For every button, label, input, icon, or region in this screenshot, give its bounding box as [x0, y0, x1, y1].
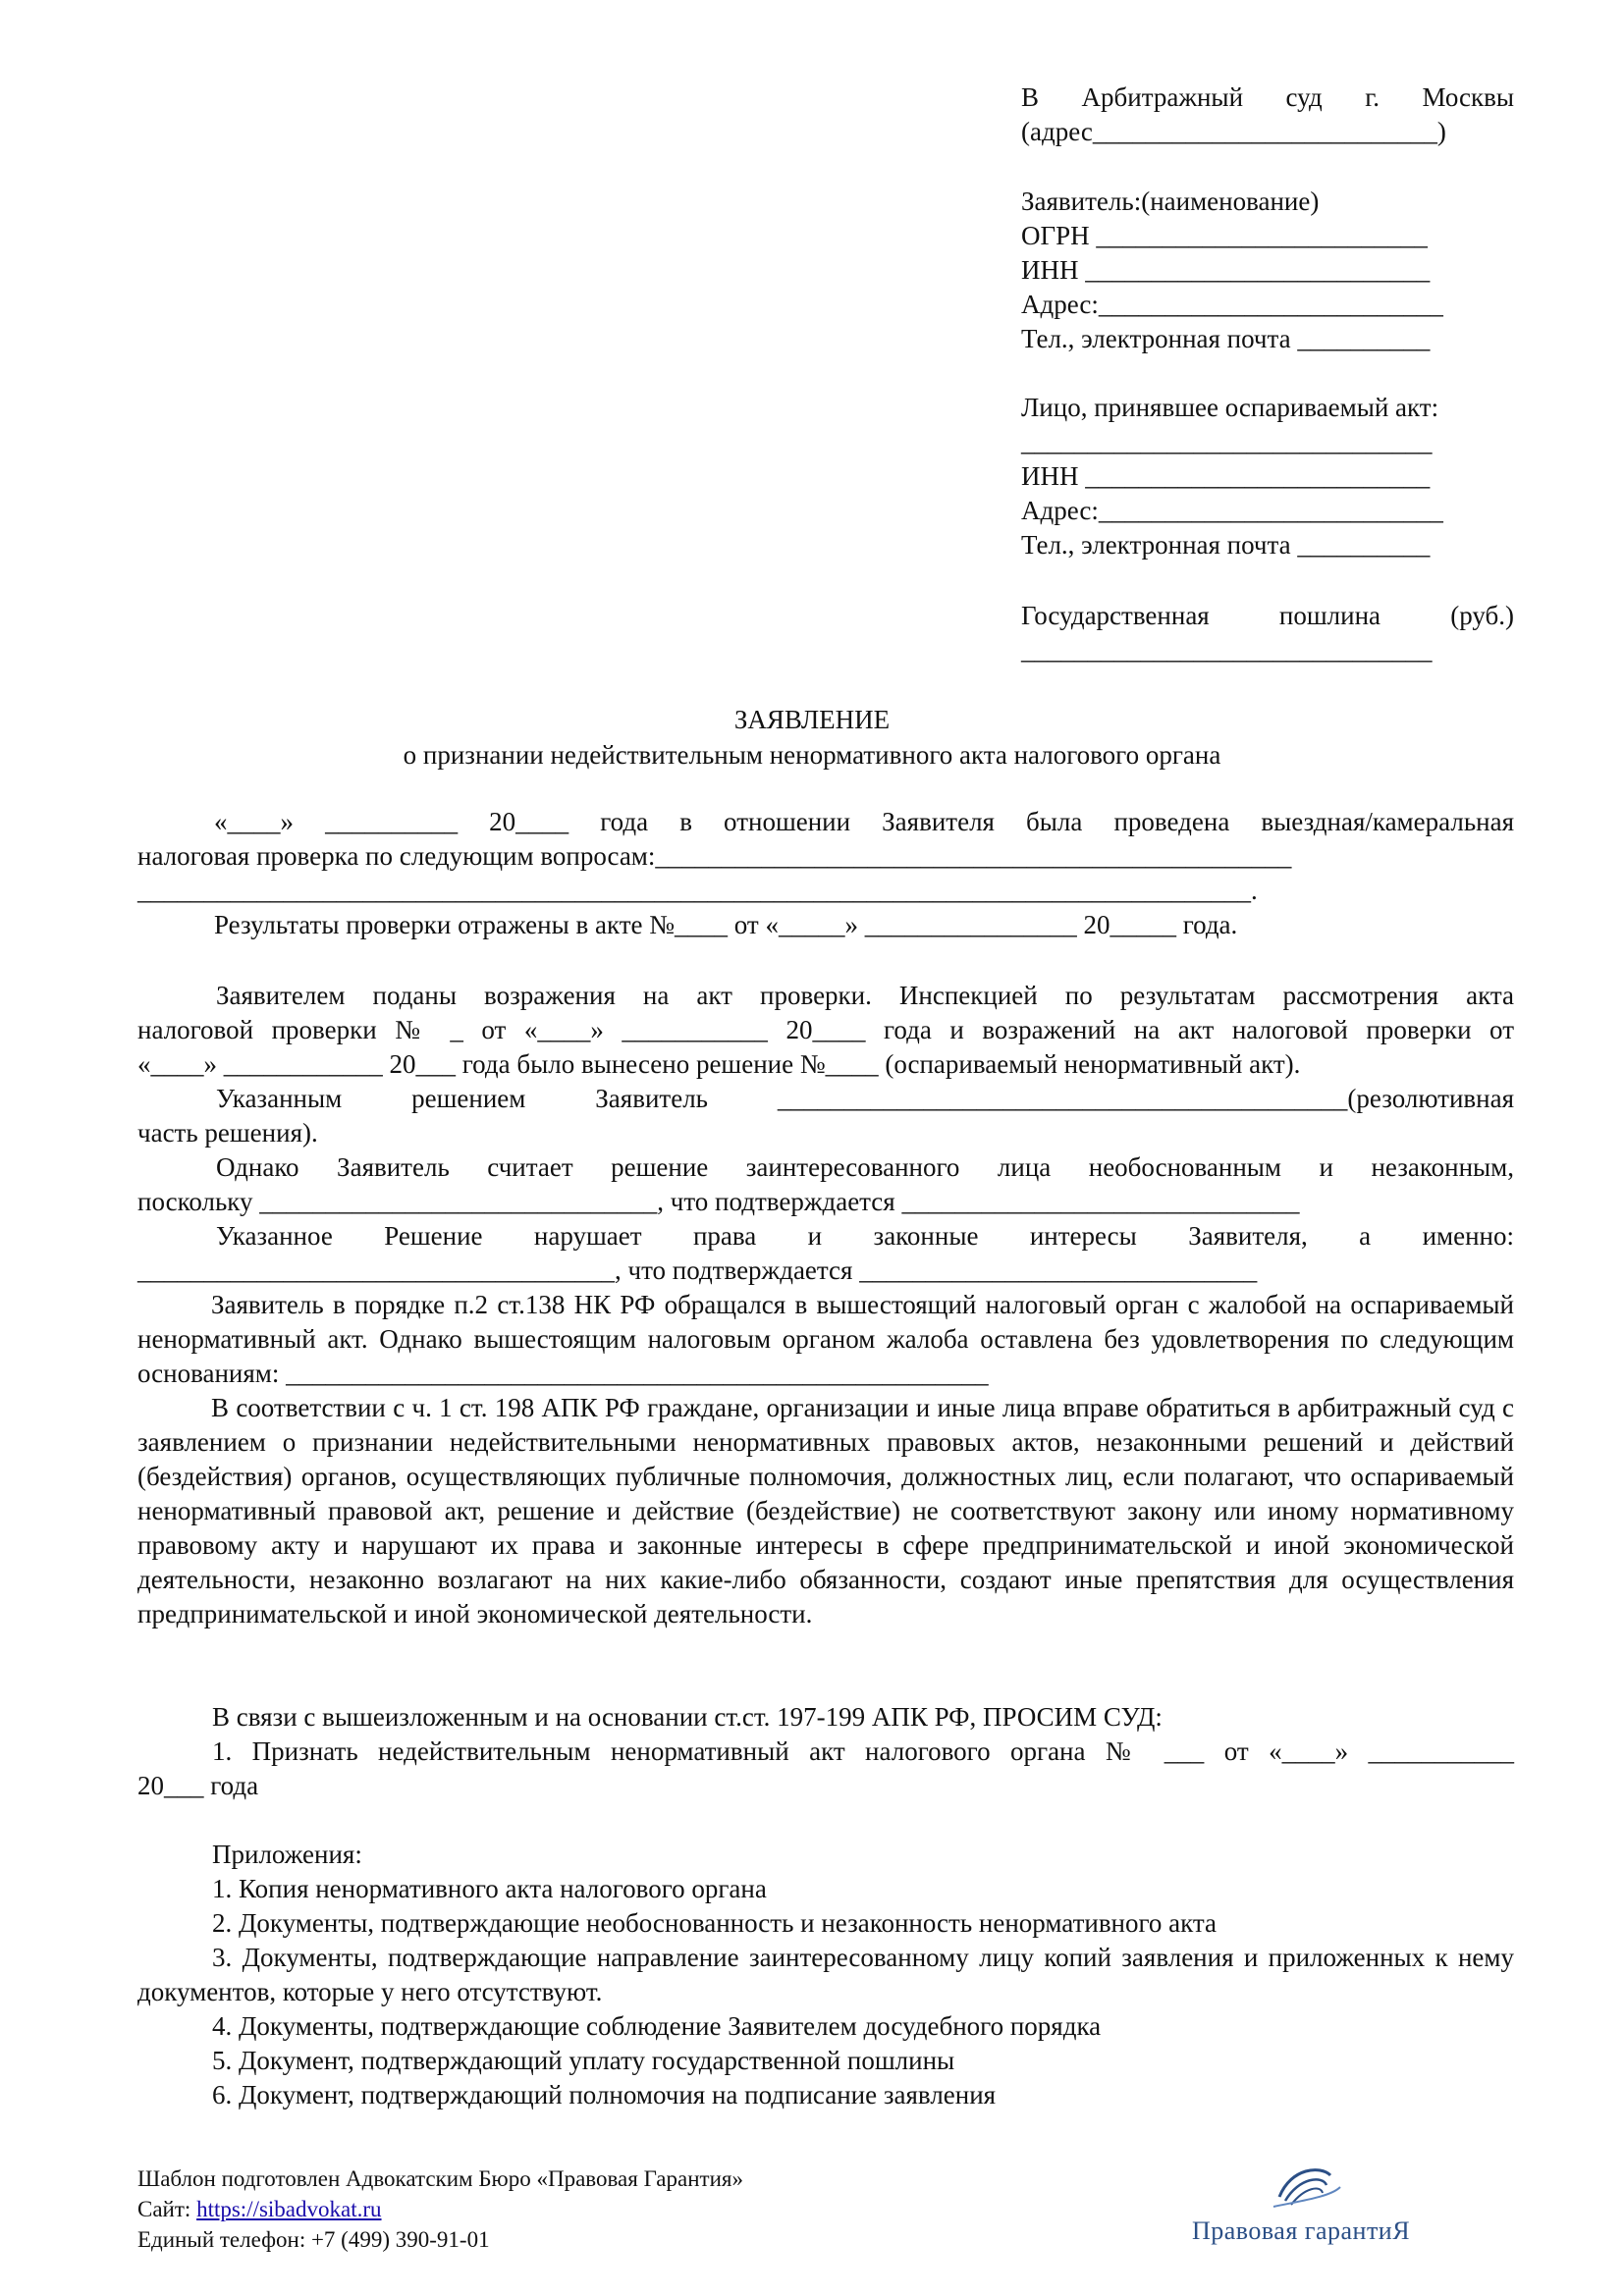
applicant-ogrn: ОГРН _________________________ — [1021, 221, 1428, 250]
court-name: В Арбитражный суд г. Москвы — [1021, 82, 1514, 112]
text-line: «____» ____________ 20___ года было вынесено решение №____ (оспариваемый ненормативный акт). — [137, 1049, 1301, 1079]
attachment-item: 2. Документы, подтверждающие необоснованность и незаконность ненормативного акта — [212, 1908, 1218, 1938]
text-line: Указанным решением Заявитель ___________________________________________(резолютивная — [216, 1084, 1514, 1113]
document-title: ЗАЯВЛЕНИЕ — [733, 705, 891, 734]
request-item-year: 20___ года — [137, 1771, 259, 1800]
company-logo — [1183, 2158, 1419, 2251]
site-label: Сайт: — [137, 2197, 197, 2221]
site-link[interactable]: https://sibadvokat.ru — [196, 2197, 382, 2221]
text-line: налоговая проверка по следующим вопросам:________________________________________________ — [137, 841, 1292, 871]
respondent-label: Лицо, принявшее оспариваемый акт: — [1021, 393, 1439, 422]
court-address: (адрес__________________________) — [1021, 117, 1446, 146]
footer — [137, 2163, 743, 2255]
request-item: 1. Признать недействительным ненормативный акт налогового органа № ___ от «____» ___________ — [212, 1736, 1514, 1766]
attachment-item: 5. Документ, подтверждающий уплату государственной пошлины — [212, 2046, 955, 2075]
text-line: ____________________________________________________________________________________. — [137, 876, 1258, 905]
objections-paragraph — [137, 979, 1514, 1631]
court-addressee — [1021, 80, 1514, 149]
applicant-address: Адрес:__________________________ — [1021, 290, 1443, 319]
request-intro: В связи с вышеизложенным и на основании ст.ст. 197-199 АПК РФ, ПРОСИМ СУД: — [212, 1702, 1163, 1732]
attachments-block — [137, 1838, 1514, 2112]
respondent-name-blank: _______________________________ — [1021, 427, 1433, 456]
document-subtitle: о признании недействительным ненормативного акта налогового органа — [403, 740, 1221, 770]
state-fee-blank: _______________________________ — [1021, 635, 1433, 665]
site-line — [137, 2194, 743, 2224]
respondent-phone: Тел., электронная почта __________ — [1021, 530, 1431, 560]
applicant-block — [1021, 185, 1514, 356]
applicant-label: Заявитель:(наименование) — [1021, 187, 1320, 216]
template-note: Шаблон подготовлен Адвокатским Бюро «Правовая Гарантия» — [137, 2166, 743, 2191]
text-line: ____________________________________, что подтверждается ______________________________ — [137, 1255, 1258, 1285]
applicant-inn: ИНН __________________________ — [1021, 255, 1431, 285]
text-line: «____» __________ 20____ года в отношении Заявителя была проведена выездная/камеральная — [214, 807, 1514, 836]
text-line: налоговой проверки № _ от «____» ___________ 20____ года и возражений на акт налоговой проверки от — [137, 1015, 1514, 1044]
attachment-item: 1. Копия ненормативного акта налогового органа — [212, 1874, 767, 1903]
logo-emblem-icon — [1183, 2158, 1419, 2216]
attachment-item: 6. Документ, подтверждающий полномочия на подписание заявления — [212, 2080, 997, 2109]
logo-text: Правовая гарантиЯ — [1191, 2216, 1411, 2245]
appeal-paragraph: Заявитель в порядке п.2 ст.138 НК РФ обращался в вышестоящий налоговый орган с жалобой на оспариваемый ненормативный акт. Однако вышестоящим налоговым органом жалоба оставлена без удовлетворения по следующим основаниям: _____________________________________________________ — [137, 1290, 1514, 1388]
text-line: Однако Заявитель считает решение заинтересованного лица необоснованным и незаконным, — [216, 1152, 1514, 1182]
respondent-block — [1021, 391, 1514, 562]
respondent-inn: ИНН __________________________ — [1021, 461, 1431, 491]
law-paragraph: В соответствии с ч. 1 ст. 198 АПК РФ граждане, организации и иные лица вправе обратиться в арбитражный суд с заявлением о признании недействительными ненормативных правовых актов, незаконными решений и действий (бездействия) органов, осуществляющих публичные полномочия, должностных лиц, если полагают, что оспариваемый ненормативный правовой акт, решение и действие (бездействие) не соответствуют закону или иному нормативному правовому акту и нарушают их права и законные интересы в сфере предпринимательской и иной экономической деятельности, незаконно возлагают на них какие-либо обязанности, создают иные препятствия для осуществления предпринимательской и иной экономической деятельности. — [137, 1393, 1514, 1629]
text-line: Заявителем поданы возражения на акт проверки. Инспекцией по результатам рассмотрения акта — [216, 981, 1514, 1010]
state-fee-block — [1021, 599, 1514, 667]
respondent-address: Адрес:__________________________ — [1021, 496, 1443, 525]
state-fee-label: Государственная пошлина (руб.) — [1021, 601, 1514, 630]
text-line: часть решения). — [137, 1118, 318, 1148]
attachment-item: 3. Документы, подтверждающие направление заинтересованному лицу копий заявления и приложенных к нему документов, которые у него отсутствуют. — [137, 1943, 1514, 2006]
footer-phone: Единый телефон: +7 (499) 390-91-01 — [137, 2227, 490, 2252]
text-line: Указанное Решение нарушает права и законные интересы Заявителя, а именно: — [216, 1221, 1514, 1251]
attachments-label: Приложения: — [212, 1840, 362, 1869]
request-block — [137, 1700, 1514, 1803]
attachment-item: 4. Документы, подтверждающие соблюдение Заявителем досудебного порядка — [212, 2011, 1102, 2041]
inspection-paragraph — [137, 805, 1514, 942]
applicant-phone: Тел., электронная почта __________ — [1021, 324, 1431, 353]
results-line: Результаты проверки отражены в акте №____ от «_____» ________________ 20_____ года. — [214, 910, 1238, 939]
text-line: поскольку ______________________________, что подтверждается ______________________________ — [137, 1187, 1300, 1216]
